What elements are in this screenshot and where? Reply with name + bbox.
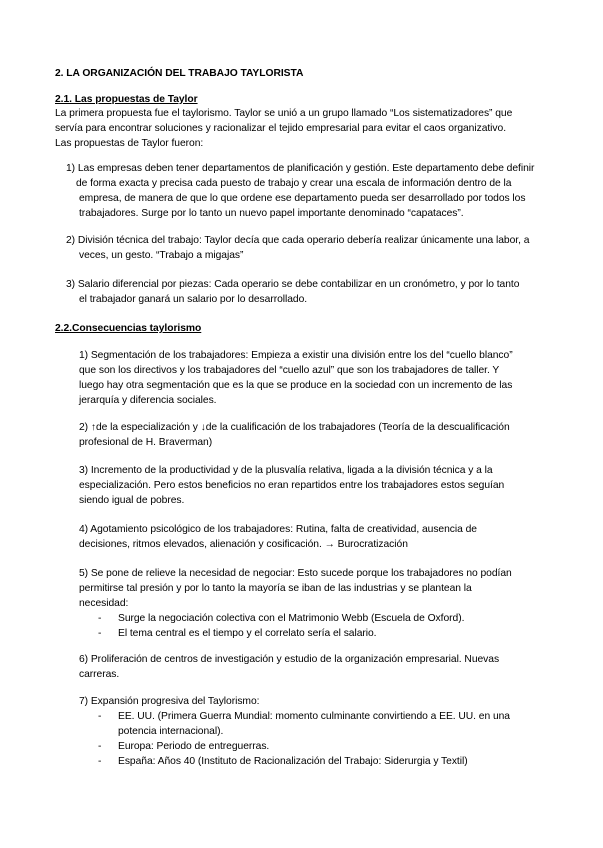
consecuencia-item-2-line: 2) ↑de la especialización y ↓de la cualificación de los trabajadores (Teoría de la descualificación bbox=[79, 422, 510, 433]
consecuencia-item-6-line: 6) Proliferación de centros de investigación y estudio de la organización empresarial. Nuevas bbox=[79, 654, 500, 665]
intro-line: Las propuestas de Taylor fueron: bbox=[55, 138, 204, 149]
bullet-dash-icon: - bbox=[98, 741, 102, 752]
section-heading-consecuencias: 2.2.Consecuencias taylorismo bbox=[55, 323, 202, 334]
propuesta-item-2-line: veces, un gesto. “Trabajo a migajas” bbox=[79, 250, 244, 261]
consecuencia-item-6-line: carreras. bbox=[79, 669, 120, 680]
consecuencia-item-5-line: 5) Se pone de relieve la necesidad de negociar: Esto sucede porque los trabajadores no podían bbox=[79, 568, 512, 579]
consecuencia-item-7-line: 7) Expansión progresiva del Taylorismo: bbox=[79, 696, 260, 707]
consecuencia-item-5-line: permitirse tal presión y por lo tanto la mayoría se iban de las industrias y se plantean la bbox=[79, 583, 472, 594]
bullet-dash-icon: - bbox=[98, 628, 102, 639]
consecuencia-item-1-line: que son los directivos y los trabajadores del “cuello azul” que son los trabajadores de taller. Y bbox=[79, 365, 500, 376]
list-item: EE. UU. (Primera Guerra Mundial: momento culminante convirtiendo a EE. UU. en una bbox=[118, 711, 510, 722]
section-heading-propuestas: 2.1. Las propuestas de Taylor bbox=[55, 94, 198, 105]
bullet-dash-icon: - bbox=[98, 756, 102, 767]
propuesta-item-3-line: 3) Salario diferencial por piezas: Cada operario se debe contabilizar en un cronómetro, y por lo tanto bbox=[66, 279, 520, 290]
consecuencia-item-4-line: decisiones, ritmos elevados, alienación y cosificación. → Burocratización bbox=[79, 539, 408, 550]
consecuencia-item-3-line: especialización. Pero estos beneficios no eran repartidos entre los trabajadores estos seguían bbox=[79, 480, 505, 491]
list-item: El tema central es el tiempo y el correlato sería el salario. bbox=[118, 628, 377, 639]
consecuencia-item-5-line: necesidad: bbox=[79, 598, 129, 609]
consecuencia-item-3-line: siendo igual de pobres. bbox=[79, 495, 185, 506]
propuesta-item-1-line: trabajadores. Surge por lo tanto un nuevo papel importante denominado “capataces”. bbox=[79, 208, 464, 219]
list-item: potencia internacional). bbox=[118, 726, 224, 737]
list-item: Europa: Periodo de entreguerras. bbox=[118, 741, 270, 752]
intro-line: servía para encontrar soluciones y racionalizar el tejido empresarial para evitar el caos organizativo. bbox=[55, 123, 507, 134]
consecuencia-item-1-line: jerarquía y diferencia sociales. bbox=[79, 395, 217, 406]
document-title: 2. LA ORGANIZACIÓN DEL TRABAJO TAYLORISTA bbox=[55, 68, 304, 79]
list-item: Surge la negociación colectiva con el Matrimonio Webb (Escuela de Oxford). bbox=[118, 613, 465, 624]
consecuencia-item-1-line: 1) Segmentación de los trabajadores: Empieza a existir una división entre los del “cuello blanco” bbox=[79, 350, 513, 361]
consecuencia-item-2-line: profesional de H. Braverman) bbox=[79, 437, 213, 448]
propuesta-item-1-line: empresa, de manera de que lo que ordene ese departamento pueda ser desarrollado por todos los bbox=[79, 193, 526, 204]
propuesta-item-2-line: 2) División técnica del trabajo: Taylor decía que cada operario debería realizar únicamente una labor, a bbox=[66, 235, 530, 246]
propuesta-item-1-line: 1) Las empresas deben tener departamentos de planificación y gestión. Este departamento debe definir bbox=[66, 163, 535, 174]
consecuencia-item-4-line: 4) Agotamiento psicológico de los trabajadores: Rutina, falta de creatividad, ausencia de bbox=[79, 524, 477, 535]
list-item: España: Años 40 (Instituto de Racionalización del Trabajo: Siderurgia y Textil) bbox=[118, 756, 468, 767]
propuesta-item-1-line: de forma exacta y precisa cada puesto de trabajo y crear una escala de información dentro de la bbox=[76, 178, 512, 189]
bullet-dash-icon: - bbox=[98, 711, 102, 722]
consecuencia-item-3-line: 3) Incremento de la productividad y de la plusvalía relativa, ligada a la división técnica y a la bbox=[79, 465, 493, 476]
intro-line: La primera propuesta fue el taylorismo. Taylor se unió a un grupo llamado “Los sistematizadores” que bbox=[55, 108, 513, 119]
bullet-dash-icon: - bbox=[98, 613, 102, 624]
propuesta-item-3-line: el trabajador ganará un salario por lo desarrollado. bbox=[79, 294, 308, 305]
consecuencia-item-1-line: luego hay otra segmentación que es la que se produce en la sociedad con un incremento de las bbox=[79, 380, 513, 391]
